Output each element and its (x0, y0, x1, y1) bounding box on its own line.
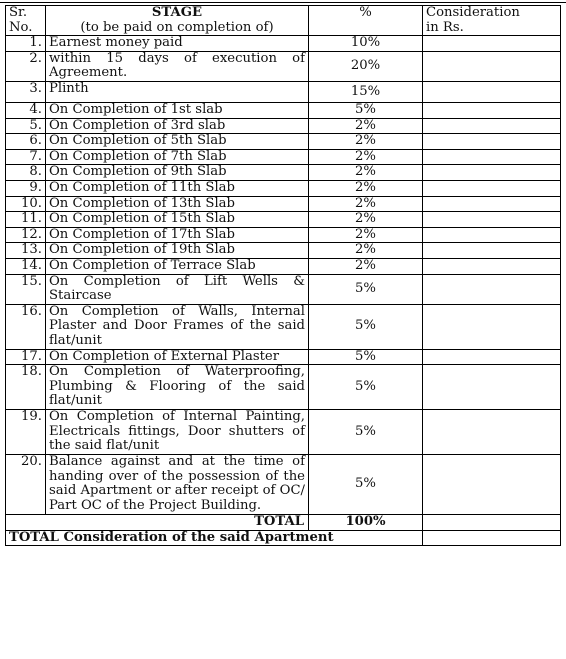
stage-cell: Earnest money paid (46, 36, 309, 52)
total-label: TOTAL (6, 515, 309, 531)
grand-total-consideration (423, 530, 561, 546)
consideration-cell (423, 304, 561, 349)
stage-cell: On Completion of 13th Slab (46, 196, 309, 212)
sr-no-cell: 15. (6, 274, 46, 304)
sr-no-cell: 5. (6, 118, 46, 134)
sr-no-cell: 17. (6, 349, 46, 365)
percent-cell: 5% (309, 455, 423, 515)
table-row (6, 180, 561, 196)
sr-no-cell: 12. (6, 227, 46, 243)
consideration-cell (423, 243, 561, 259)
sr-no-cell: 8. (6, 165, 46, 181)
sr-no-cell: 10. (6, 196, 46, 212)
total-consideration (423, 515, 561, 531)
stage-header: STAGE (to be paid on completion of) (46, 6, 309, 36)
table-header-row (6, 6, 561, 36)
percent-cell: 5% (309, 102, 423, 118)
sr-no-header: Sr. No. (6, 6, 46, 36)
percent-cell: 20% (309, 51, 423, 81)
table-row (6, 118, 561, 134)
table-row (6, 365, 561, 410)
percent-cell: 2% (309, 149, 423, 165)
percent-cell: 5% (309, 304, 423, 349)
table-body (6, 36, 561, 515)
percent-cell: 15% (309, 81, 423, 102)
consideration-cell (423, 118, 561, 134)
stage-cell: On Completion of Internal Painting, Electricals fittings, Door shutters of the said flat/unit (46, 410, 309, 455)
sr-no-cell: 9. (6, 180, 46, 196)
sr-no-cell: 7. (6, 149, 46, 165)
sr-no-cell: 3. (6, 81, 46, 102)
percent-cell: 2% (309, 227, 423, 243)
consideration-cell (423, 180, 561, 196)
percent-cell: 2% (309, 243, 423, 259)
table-row (6, 149, 561, 165)
percent-cell: 2% (309, 134, 423, 150)
stage-cell: On Completion of 3rd slab (46, 118, 309, 134)
stage-cell: On Completion of 9th Slab (46, 165, 309, 181)
consideration-cell (423, 274, 561, 304)
total-row (6, 515, 561, 531)
sr-no-cell: 11. (6, 212, 46, 228)
sr-no-cell: 14. (6, 258, 46, 274)
consideration-cell (423, 149, 561, 165)
consideration-cell (423, 349, 561, 365)
table-row (6, 410, 561, 455)
percent-cell: 2% (309, 180, 423, 196)
sr-no-cell: 19. (6, 410, 46, 455)
table-row (6, 196, 561, 212)
grand-total-label: TOTAL Consideration of the said Apartment (6, 530, 423, 546)
percent-cell: 5% (309, 274, 423, 304)
stage-cell: within 15 days of execution of Agreement. (46, 51, 309, 81)
consideration-cell (423, 51, 561, 81)
table-row (6, 212, 561, 228)
sr-no-cell: 20. (6, 455, 46, 515)
percent-cell: 2% (309, 118, 423, 134)
percent-header: % (309, 6, 423, 36)
stage-cell: On Completion of Terrace Slab (46, 258, 309, 274)
stage-cell: Balance against and at the time of handing over of the possession of the said Apartment or after receipt of OC/ Part OC of the Project Building. (46, 455, 309, 515)
consideration-cell (423, 102, 561, 118)
stage-cell: On Completion of 1st slab (46, 102, 309, 118)
percent-cell: 2% (309, 196, 423, 212)
percent-cell: 5% (309, 349, 423, 365)
payment-schedule-table (5, 5, 561, 546)
table-row (6, 134, 561, 150)
sr-no-cell: 4. (6, 102, 46, 118)
consideration-cell (423, 227, 561, 243)
stage-cell: On Completion of 19th Slab (46, 243, 309, 259)
consideration-cell (423, 36, 561, 52)
consideration-header: Consideration in Rs. (423, 6, 561, 36)
table-row (6, 227, 561, 243)
sr-no-cell: 18. (6, 365, 46, 410)
stage-cell: On Completion of External Plaster (46, 349, 309, 365)
top-rule (0, 2, 566, 3)
table-row (6, 258, 561, 274)
stage-cell: On Completion of Waterproofing, Plumbing & Flooring of the said flat/unit (46, 365, 309, 410)
stage-cell: On Completion of Lift Wells & Staircase (46, 274, 309, 304)
table-row (6, 243, 561, 259)
consideration-cell (423, 365, 561, 410)
percent-cell: 2% (309, 212, 423, 228)
table-row (6, 349, 561, 365)
consideration-cell (423, 212, 561, 228)
sr-no-cell: 6. (6, 134, 46, 150)
percent-cell: 5% (309, 410, 423, 455)
percent-cell: 2% (309, 258, 423, 274)
percent-cell: 10% (309, 36, 423, 52)
stage-cell: On Completion of 7th Slab (46, 149, 309, 165)
stage-cell: On Completion of 17th Slab (46, 227, 309, 243)
total-percent: 100% (309, 515, 423, 531)
table-row (6, 304, 561, 349)
consideration-cell (423, 455, 561, 515)
consideration-cell (423, 165, 561, 181)
sr-no-cell: 16. (6, 304, 46, 349)
table-row (6, 455, 561, 515)
stage-cell: On Completion of Walls, Internal Plaster and Door Frames of the said flat/unit (46, 304, 309, 349)
stage-cell: Plinth (46, 81, 309, 102)
stage-cell: On Completion of 15th Slab (46, 212, 309, 228)
consideration-cell (423, 81, 561, 102)
table-row (6, 165, 561, 181)
sr-no-cell: 1. (6, 36, 46, 52)
sr-no-cell: 13. (6, 243, 46, 259)
grand-total-row (6, 530, 561, 546)
consideration-cell (423, 196, 561, 212)
table-row (6, 274, 561, 304)
consideration-cell (423, 258, 561, 274)
consideration-cell (423, 134, 561, 150)
sr-no-cell: 2. (6, 51, 46, 81)
consideration-cell (423, 410, 561, 455)
percent-cell: 5% (309, 365, 423, 410)
table-row (6, 81, 561, 102)
percent-cell: 2% (309, 165, 423, 181)
table-row (6, 102, 561, 118)
table-row (6, 36, 561, 52)
stage-cell: On Completion of 5th Slab (46, 134, 309, 150)
stage-cell: On Completion of 11th Slab (46, 180, 309, 196)
table-row (6, 51, 561, 81)
